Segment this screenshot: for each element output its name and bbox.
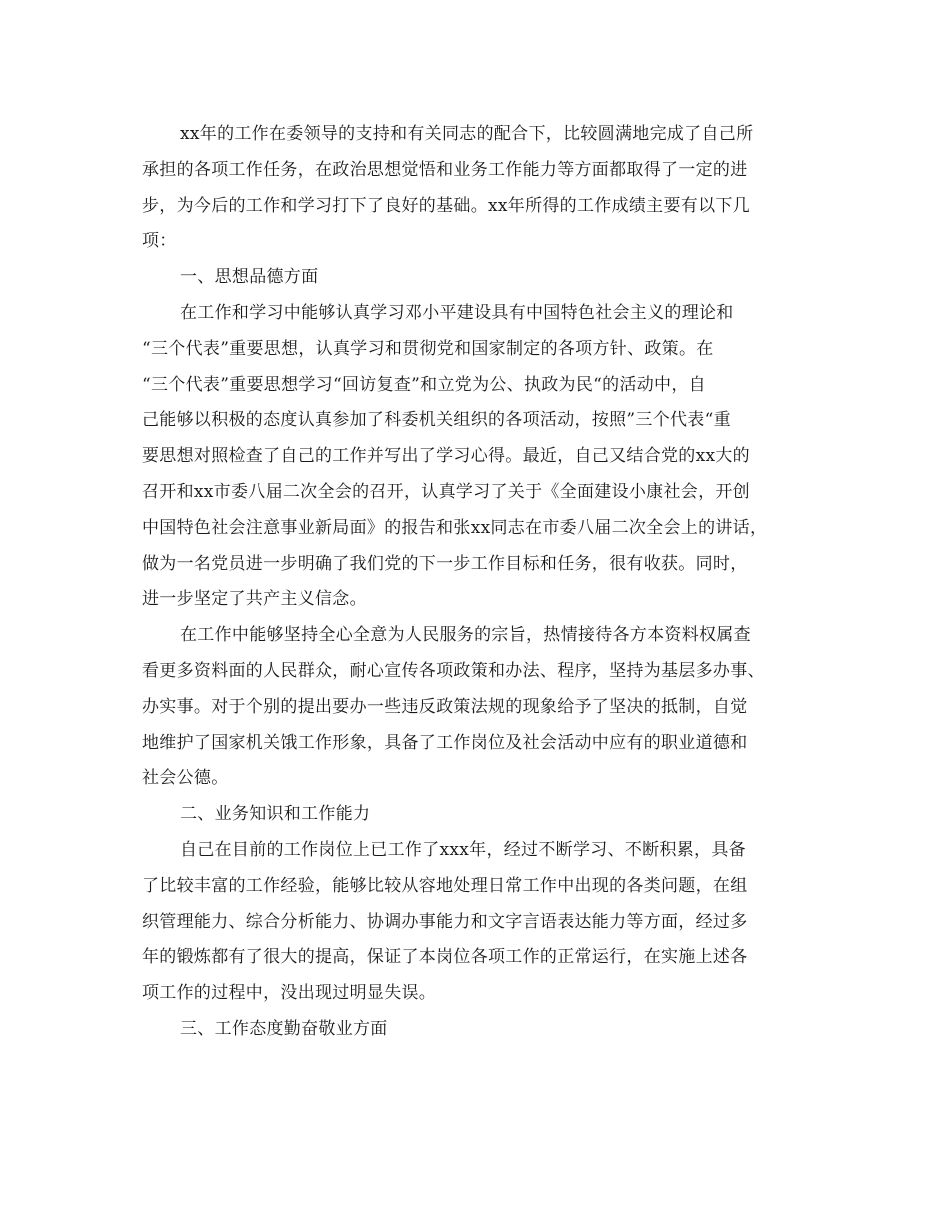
text-line: 己能够以积极的态度认真参加了科委机关组织的各项活动，按照”三个代表“重: [142, 410, 731, 431]
text-line: 一、思想品德方面: [180, 267, 319, 288]
text-line: 自己在目前的工作岗位上已工作了xxx年，经过不断学习、不断积累，具备: [180, 839, 746, 860]
text-line: 进一步坚定了共产主义信念。: [142, 589, 367, 610]
text-line: 承担的各项工作任务，在政治思想觉悟和业务工作能力等方面都取得了一定的进: [142, 159, 748, 180]
text-line: 中国特色社会注意事业新局面》的报告和张xx同志在市委八届二次全会上的讲话，: [142, 517, 768, 538]
text-line: 在工作中能够坚持全心全意为人民服务的宗旨，热情接待各方本资料权属查: [180, 625, 751, 646]
text-line: 三、工作态度勤奋敬业方面: [180, 1018, 388, 1039]
text-line: 在工作和学习中能够认真学习邓小平建设具有中国特色社会主义的理论和: [180, 302, 734, 323]
text-line: 了比较丰富的工作经验，能够比较从容地处理日常工作中出现的各类问题，在组: [142, 875, 748, 896]
text-line: 召开和xx市委八届二次全会的召开，认真学习了关于《全面建设小康社会，开创: [142, 481, 750, 502]
text-line: 地维护了国家机关饿工作形象，具备了工作岗位及社会活动中应有的职业道德和: [142, 732, 748, 753]
text-line: 办实事。对于个别的提出要办一些违反政策法规的现象给予了坚决的抵制，自觉: [142, 696, 748, 717]
text-line: 看更多资料面的人民群众，耐心宣传各项政策和办法、程序，坚持为基层多办事、: [142, 660, 765, 681]
text-line: 织管理能力、综合分析能力、协调办事能力和文字言语表达能力等方面，经过多: [142, 911, 748, 932]
text-line: 二、业务知识和工作能力: [180, 804, 371, 825]
text-line: 项：: [142, 231, 177, 252]
text-line: 社会公德。: [142, 768, 229, 789]
text-line: “三个代表”重要思想，认真学习和贯彻党和国家制定的各项方针、政策。在: [142, 338, 714, 359]
text-line: xx年的工作在委领导的支持和有关同志的配合下，比较圆满地完成了自己所: [180, 124, 754, 144]
text-line: 步，为今后的工作和学习打下了良好的基础。xx年所得的工作成绩主要有以下几: [142, 195, 750, 216]
text-line: 做为一名党员进一步明确了我们党的下一步工作目标和任务，很有收获。同时，: [142, 553, 748, 574]
text-line: 项工作的过程中，没出现过明显失误。: [142, 983, 437, 1004]
text-line: “三个代表”重要思想学习“回访复查”和立党为公、执政为民“的活动中，自: [142, 374, 706, 395]
text-line: 要思想对照检查了自己的工作并写出了学习心得。最近，自己又结合党的xx大的: [142, 446, 750, 467]
document-body: [142, 117, 822, 1048]
text-line: 年的锻炼都有了很大的提高，保证了本岗位各项工作的正常运行，在实施上述各: [142, 947, 748, 968]
